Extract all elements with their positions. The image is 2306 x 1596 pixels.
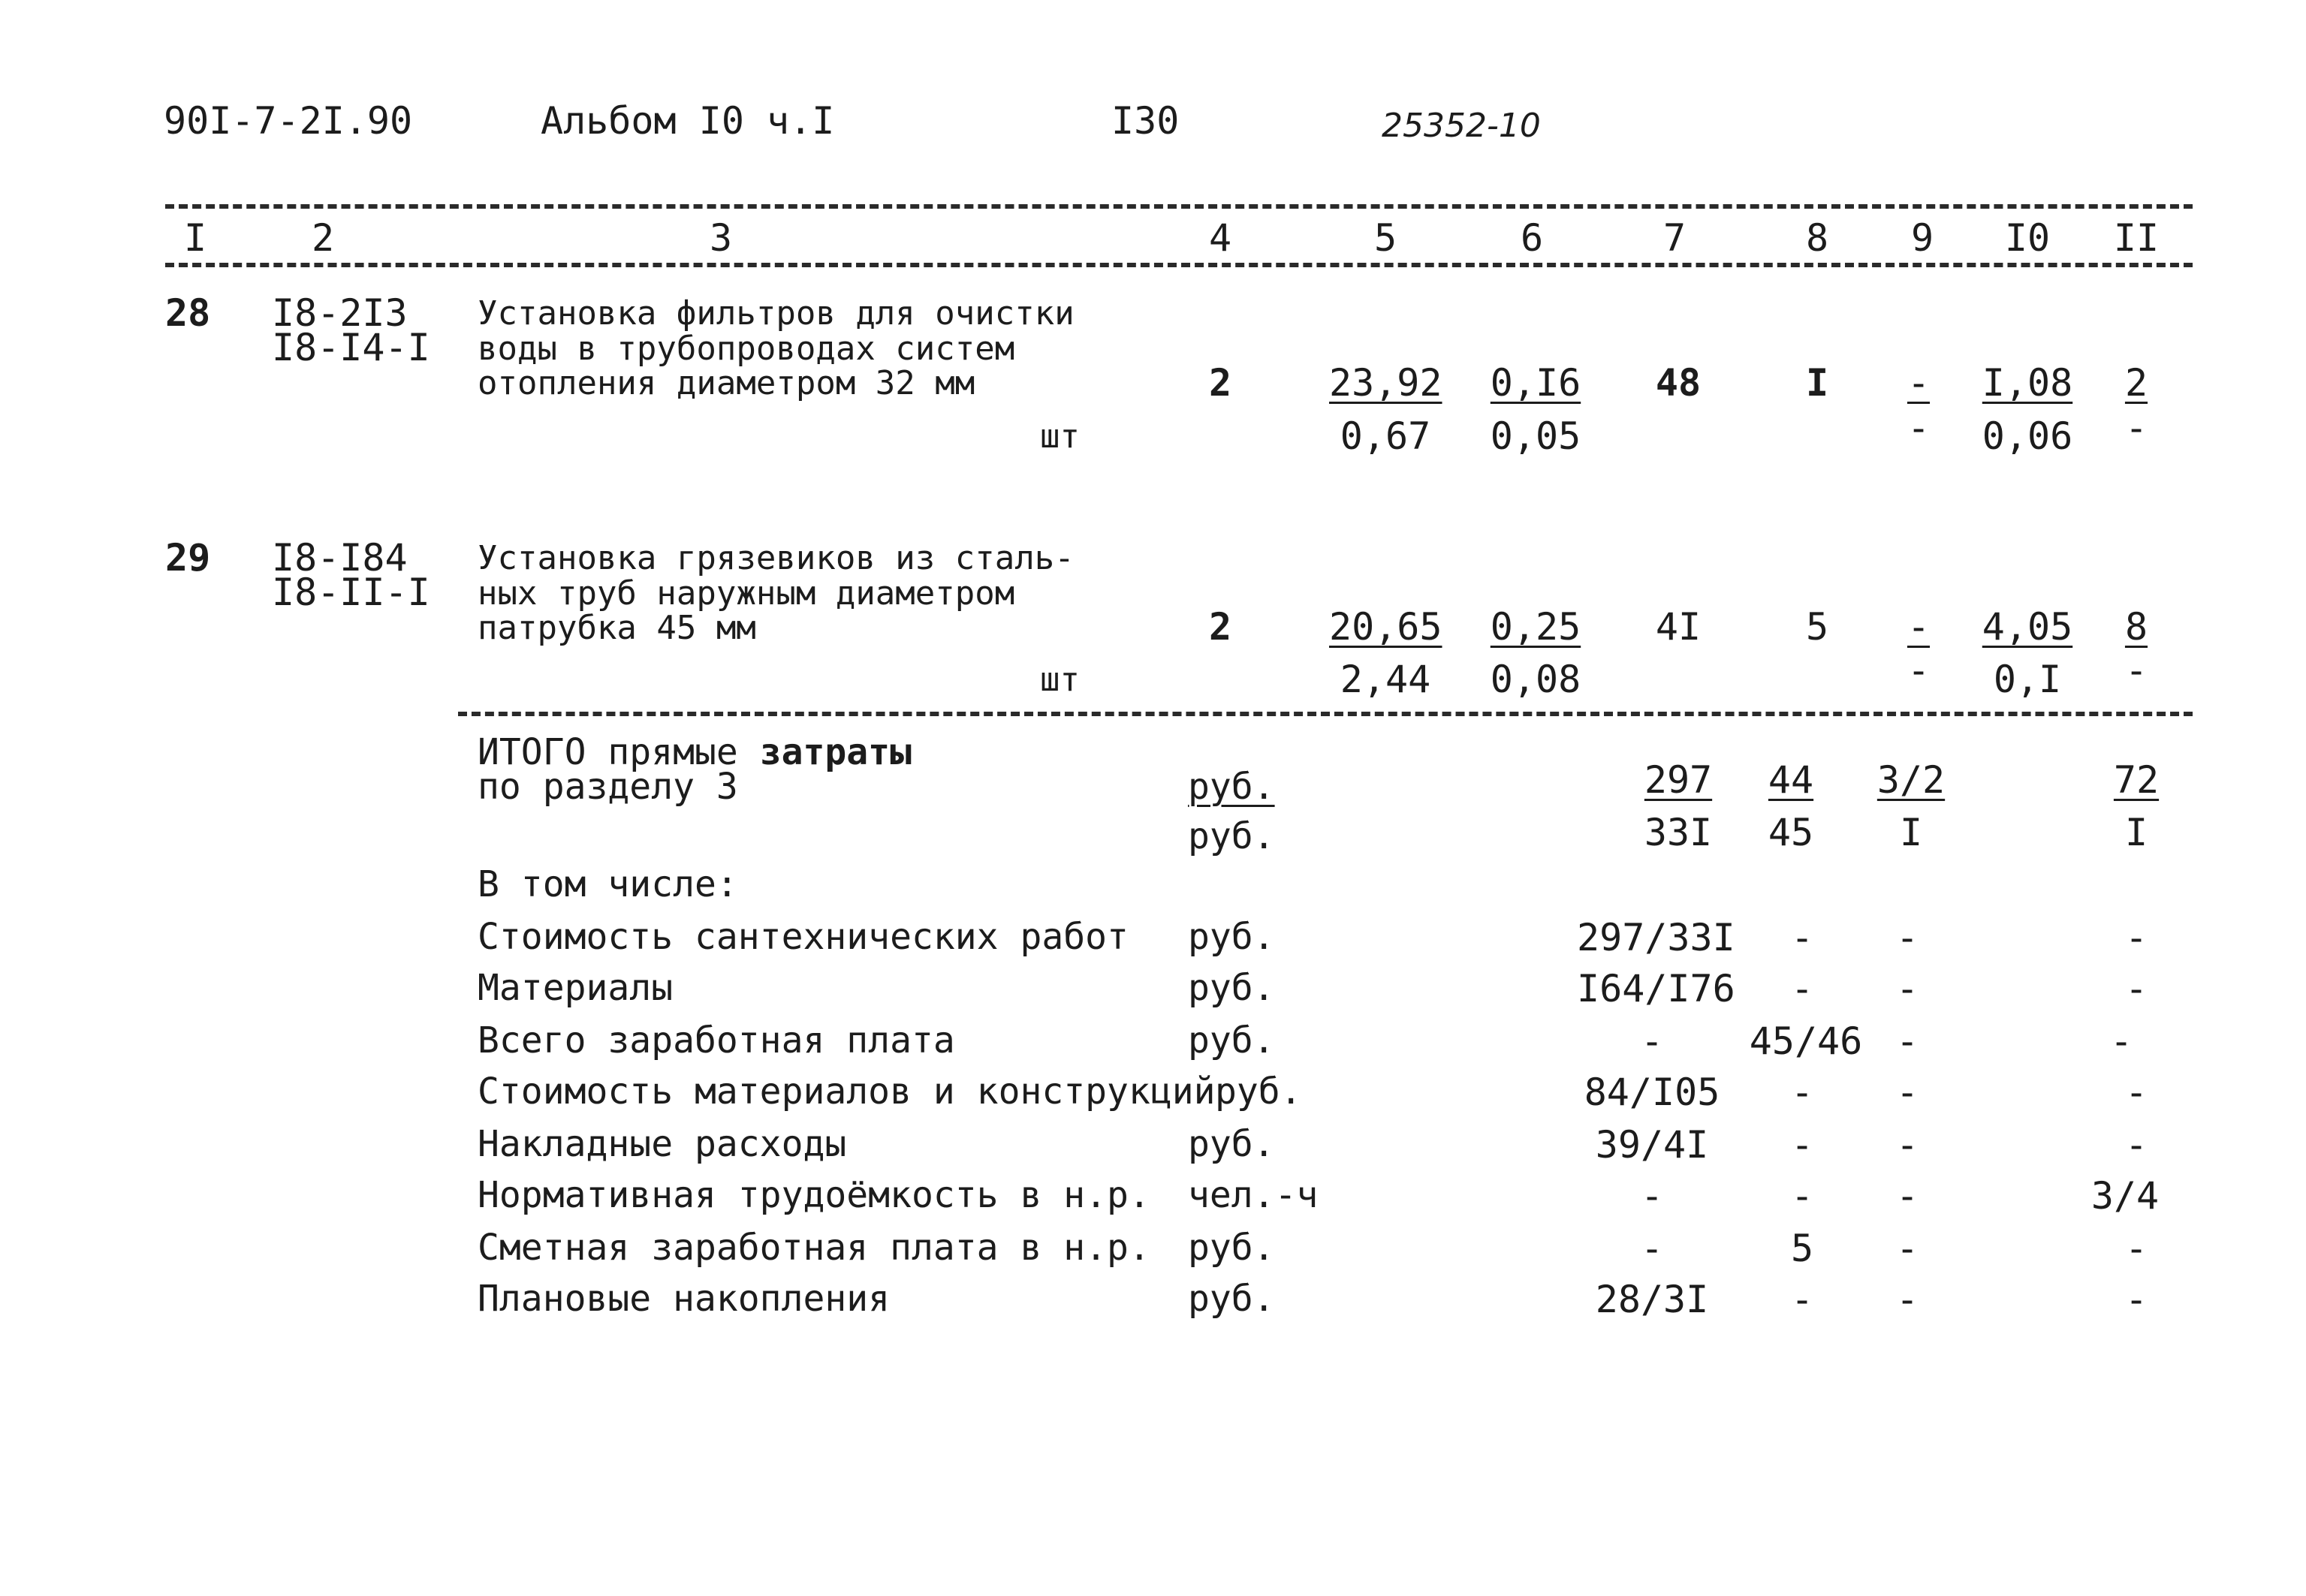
including-label: В том числе: <box>478 863 738 905</box>
total-wages-current: 44 <box>1768 758 1814 802</box>
column-header-2: 2 <box>311 216 335 260</box>
work-description: ных труб наружным диаметром <box>478 574 1015 613</box>
column-header-6: 6 <box>1520 216 1544 260</box>
breakdown-col9: - <box>1895 1019 1919 1063</box>
column-header-11: II <box>2113 216 2160 260</box>
machine-cost: 0,I6 <box>1490 361 1581 405</box>
breakdown-col11: - <box>2124 916 2148 959</box>
total-labor-current: 72 <box>2113 758 2160 802</box>
breakdown-label: Всего заработная плата <box>478 1019 955 1061</box>
breakdown-unit: руб. <box>1188 1227 1275 1269</box>
quantity: 2 <box>1208 605 1232 649</box>
operation-cost: - <box>1907 361 1931 405</box>
norm-code: I8-I84 <box>272 536 408 580</box>
breakdown-col11: - <box>2124 1227 2148 1270</box>
wages: I <box>1805 361 1829 405</box>
unit-of-measure: шт <box>1040 417 1080 456</box>
breakdown-col7: 28/3I <box>1595 1278 1709 1321</box>
breakdown-label: Накладные расходы <box>478 1123 847 1165</box>
machine-wages: 0,05 <box>1490 414 1581 458</box>
document-code: 90I-7-2I.90 <box>164 99 413 143</box>
column-header-10: I0 <box>2004 216 2051 260</box>
breakdown-col11: - <box>2124 1123 2148 1167</box>
breakdown-col8: - <box>1790 1174 1814 1218</box>
breakdown-unit: руб. <box>1188 1019 1275 1061</box>
section-total-rule <box>458 712 2193 716</box>
total-label-section: по разделу 3 <box>478 766 738 808</box>
machine-cost: 0,25 <box>1490 605 1581 649</box>
breakdown-unit: руб. <box>1188 916 1275 958</box>
total-operation-current: 3/2 <box>1876 758 1946 802</box>
page-number: I30 <box>1111 99 1180 143</box>
total-cost-current: 297 <box>1644 758 1713 802</box>
wages: 5 <box>1805 605 1829 649</box>
unit-cost-total: 23,92 <box>1329 361 1442 405</box>
breakdown-col11: 3/4 <box>2090 1174 2160 1218</box>
breakdown-col11: - <box>2109 1019 2133 1063</box>
breakdown-col7: I64/I76 <box>1577 967 1735 1010</box>
total-unit: руб. <box>1188 815 1275 857</box>
labor-total: 8 <box>2124 605 2148 649</box>
norm-code: I8-I4-I <box>272 326 430 369</box>
work-description: Установка грязевиков из сталь- <box>478 539 1075 577</box>
total-label <box>478 731 912 773</box>
unit-cost-wages: 2,44 <box>1340 658 1431 701</box>
total-unit: руб. <box>1188 766 1275 808</box>
column-header-9: 9 <box>1910 216 1934 260</box>
operation-wages: - <box>1907 406 1931 450</box>
breakdown-label: Материалы <box>478 967 674 1009</box>
breakdown-label: Плановые накопления <box>478 1278 891 1320</box>
breakdown-unit: руб. <box>1188 1123 1275 1165</box>
column-header-3: 3 <box>709 216 733 260</box>
breakdown-col9: - <box>1895 1278 1919 1321</box>
labor-total: 2 <box>2124 361 2148 405</box>
breakdown-col7: 297/33I <box>1577 916 1735 959</box>
column-header-4: 4 <box>1208 216 1232 260</box>
breakdown-col8: - <box>1790 967 1814 1010</box>
total-cost: 4I <box>1655 605 1702 649</box>
breakdown-col9: - <box>1895 1227 1919 1270</box>
breakdown-col9: - <box>1895 967 1919 1010</box>
breakdown-col8: - <box>1790 916 1814 959</box>
breakdown-col8: - <box>1790 1278 1814 1321</box>
header-top-rule <box>165 204 2193 209</box>
breakdown-col8: - <box>1790 1071 1814 1114</box>
total-cost-estimated: 33I <box>1644 811 1713 854</box>
breakdown-unit: руб. <box>1188 1278 1275 1320</box>
unit-cost-wages: 0,67 <box>1340 414 1431 458</box>
breakdown-col11: - <box>2124 1278 2148 1321</box>
breakdown-col9: - <box>1895 1123 1919 1167</box>
operation-wages: - <box>1907 649 1931 692</box>
machine-wages: 0,08 <box>1490 658 1581 701</box>
labor-total-machine: - <box>2124 649 2148 692</box>
handwritten-number: 25352-10 <box>1382 107 1541 145</box>
breakdown-col9: - <box>1895 1071 1919 1114</box>
norm-code: I8-II-I <box>272 571 430 614</box>
total-labor-estimated: I <box>2124 811 2148 854</box>
breakdown-col8: 5 <box>1790 1227 1814 1270</box>
work-description: отопления диаметром 32 мм <box>478 364 975 402</box>
breakdown-col11: - <box>2124 967 2148 1010</box>
work-description: Установка фильтров для очистки <box>478 294 1075 333</box>
breakdown-col8: 45/46 <box>1749 1019 1863 1063</box>
norm-code: I8-2I3 <box>272 291 408 335</box>
column-header-5: 5 <box>1373 216 1397 260</box>
breakdown-col9: - <box>1895 916 1919 959</box>
breakdown-col7: - <box>1640 1174 1664 1218</box>
total-operation-estimated: I <box>1899 811 1923 854</box>
labor-norm: I,08 <box>1982 361 2073 405</box>
work-description: патрубка 45 мм <box>478 609 756 647</box>
column-header-8: 8 <box>1805 216 1829 260</box>
breakdown-col7: 84/I05 <box>1584 1071 1720 1114</box>
breakdown-unit: чел.-ч <box>1188 1174 1319 1216</box>
labor-norm: 4,05 <box>1982 605 2073 649</box>
total-label-bold: затраты <box>759 731 912 773</box>
breakdown-col7: - <box>1640 1019 1664 1063</box>
unit-of-measure: шт <box>1040 661 1080 699</box>
total-wages-estimated: 45 <box>1768 811 1814 854</box>
breakdown-label: Стоимость сантехнических работ <box>478 916 1129 958</box>
labor-norm-machine: 0,I <box>1993 658 2062 701</box>
unit-cost-total: 20,65 <box>1329 605 1442 649</box>
row-number: 29 <box>165 536 211 580</box>
breakdown-col7: 39/4I <box>1595 1123 1709 1167</box>
labor-norm-machine: 0,06 <box>1982 414 2073 458</box>
operation-cost: - <box>1907 605 1931 649</box>
column-header-7: 7 <box>1662 216 1687 260</box>
column-header-1: I <box>183 216 207 260</box>
header-bottom-rule <box>165 263 2193 267</box>
album-title: Альбом I0 ч.I <box>541 99 835 143</box>
breakdown-col11: - <box>2124 1071 2148 1114</box>
breakdown-col8: - <box>1790 1123 1814 1167</box>
work-description: воды в трубопроводах систем <box>478 330 1015 368</box>
breakdown-unit: руб. <box>1188 967 1275 1009</box>
breakdown-label: Нормативная трудоёмкость в н.р. <box>478 1174 1150 1216</box>
breakdown-col9: - <box>1895 1174 1919 1218</box>
breakdown-unit: руб. <box>1215 1071 1302 1113</box>
breakdown-col7: - <box>1640 1227 1664 1270</box>
labor-total-machine: - <box>2124 406 2148 450</box>
breakdown-label: Стоимость материалов и конструкций <box>478 1071 1216 1113</box>
breakdown-label: Сметная заработная плата в н.р. <box>478 1227 1150 1269</box>
total-label-plain: ИТОГО прямые <box>478 731 738 773</box>
quantity: 2 <box>1208 361 1232 405</box>
total-cost: 48 <box>1655 361 1702 405</box>
row-number: 28 <box>165 291 211 335</box>
